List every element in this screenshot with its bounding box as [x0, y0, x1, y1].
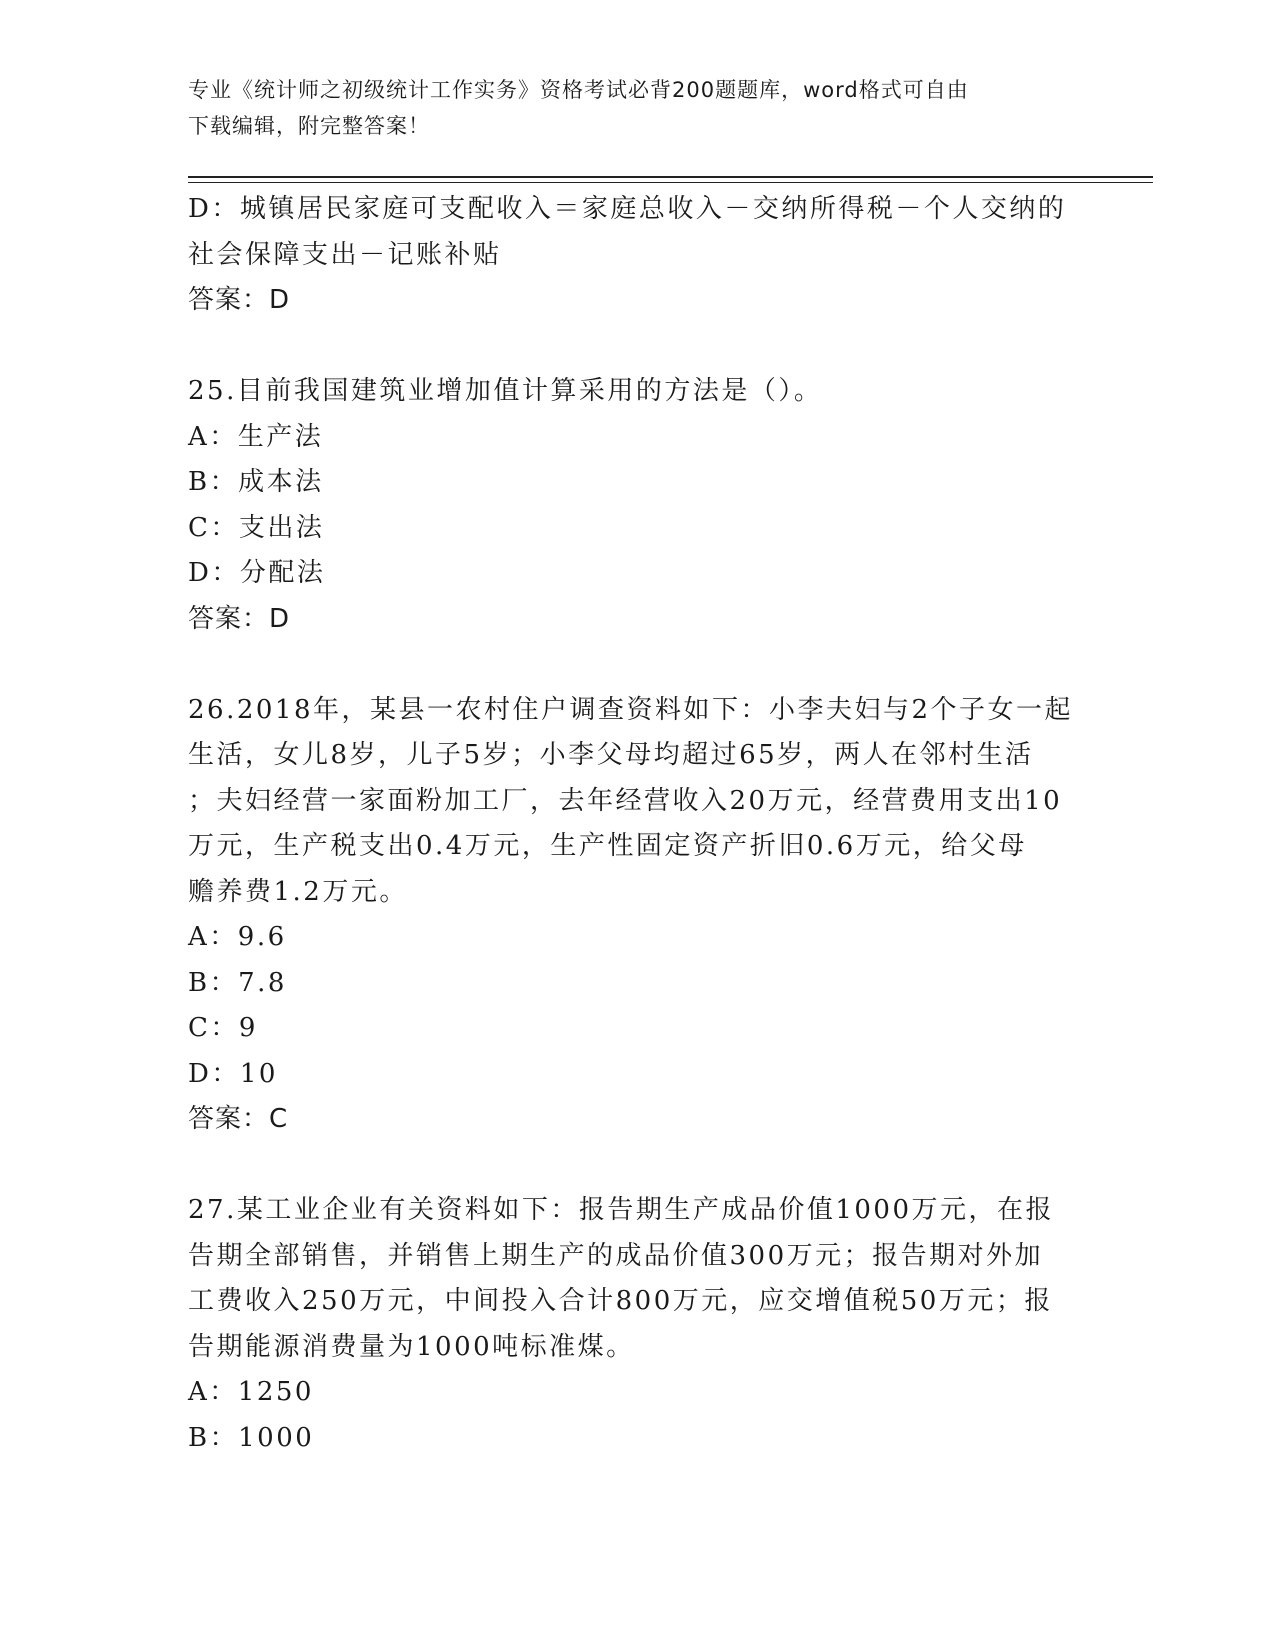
option-a: A：1250: [188, 1377, 314, 1407]
question-stem: 万元，生产税支出0.4万元，生产性固定资产折旧0.6万元，给父母: [188, 831, 1027, 861]
question-26: [188, 688, 1078, 1143]
header-line-2: 下载编辑，附完整答案！: [188, 114, 430, 138]
question-stem: 27.某工业企业有关资料如下：报告期生产成品价值1000万元，在报: [188, 1195, 1055, 1225]
option-b: B：成本法: [188, 467, 324, 497]
question-stem: 告期全部销售，并销售上期生产的成品价值300万元；报告期对外加: [188, 1240, 1044, 1271]
question-stem: 25.目前我国建筑业增加值计算采用的方法是（）。: [188, 376, 823, 406]
document-body: [188, 187, 1078, 1461]
option-b: B：7.8: [188, 967, 287, 998]
option-c: C：9: [188, 1013, 258, 1043]
question-27: [188, 1188, 1078, 1461]
continued-question: [188, 187, 1078, 324]
option-d-line: D：城镇居民家庭可支配收入＝家庭总收入－交纳所得税－个人交纳的: [188, 194, 1067, 224]
header-rule-thin: [188, 182, 1153, 183]
option-d: D：分配法: [188, 558, 326, 588]
option-d-line: 社会保障支出－记账补贴: [188, 239, 502, 270]
option-d: D：10: [188, 1058, 278, 1089]
answer-line: 答案：D: [188, 603, 291, 634]
option-b: B：1000: [188, 1422, 315, 1453]
question-stem: 告期能源消费量为1000吨标准煤。: [188, 1331, 635, 1362]
spacer: [188, 642, 1078, 688]
option-a: A：生产法: [188, 421, 324, 452]
answer-line: 答案：C: [188, 1104, 289, 1134]
spacer: [188, 324, 1078, 370]
question-stem: 赡养费1.2万元。: [188, 876, 408, 907]
answer-line: 答案：D: [188, 285, 291, 315]
question-stem: 生活，女儿8岁，儿子5岁；小李父母均超过65岁，两人在邻村生活: [188, 740, 1034, 770]
question-stem: 工费收入250万元，中间投入合计800万元，应交增值税50万元；报: [188, 1286, 1053, 1316]
header-line-1: 专业《统计师之初级统计工作实务》资格考试必背200题题库，word格式可自由: [188, 78, 969, 102]
page-header: [188, 72, 1068, 144]
option-a: A：9.6: [188, 922, 287, 952]
question-25: [188, 369, 1078, 642]
question-stem: ；夫妇经营一家面粉加工厂，去年经营收入20万元，经营费用支出10: [188, 785, 1063, 816]
header-rule-thick: [188, 176, 1153, 178]
spacer: [188, 1143, 1078, 1189]
question-stem: 26.2018年，某县一农村住户调查资料如下：小李夫妇与2个子女一起: [188, 694, 1074, 725]
option-c: C：支出法: [188, 512, 325, 543]
